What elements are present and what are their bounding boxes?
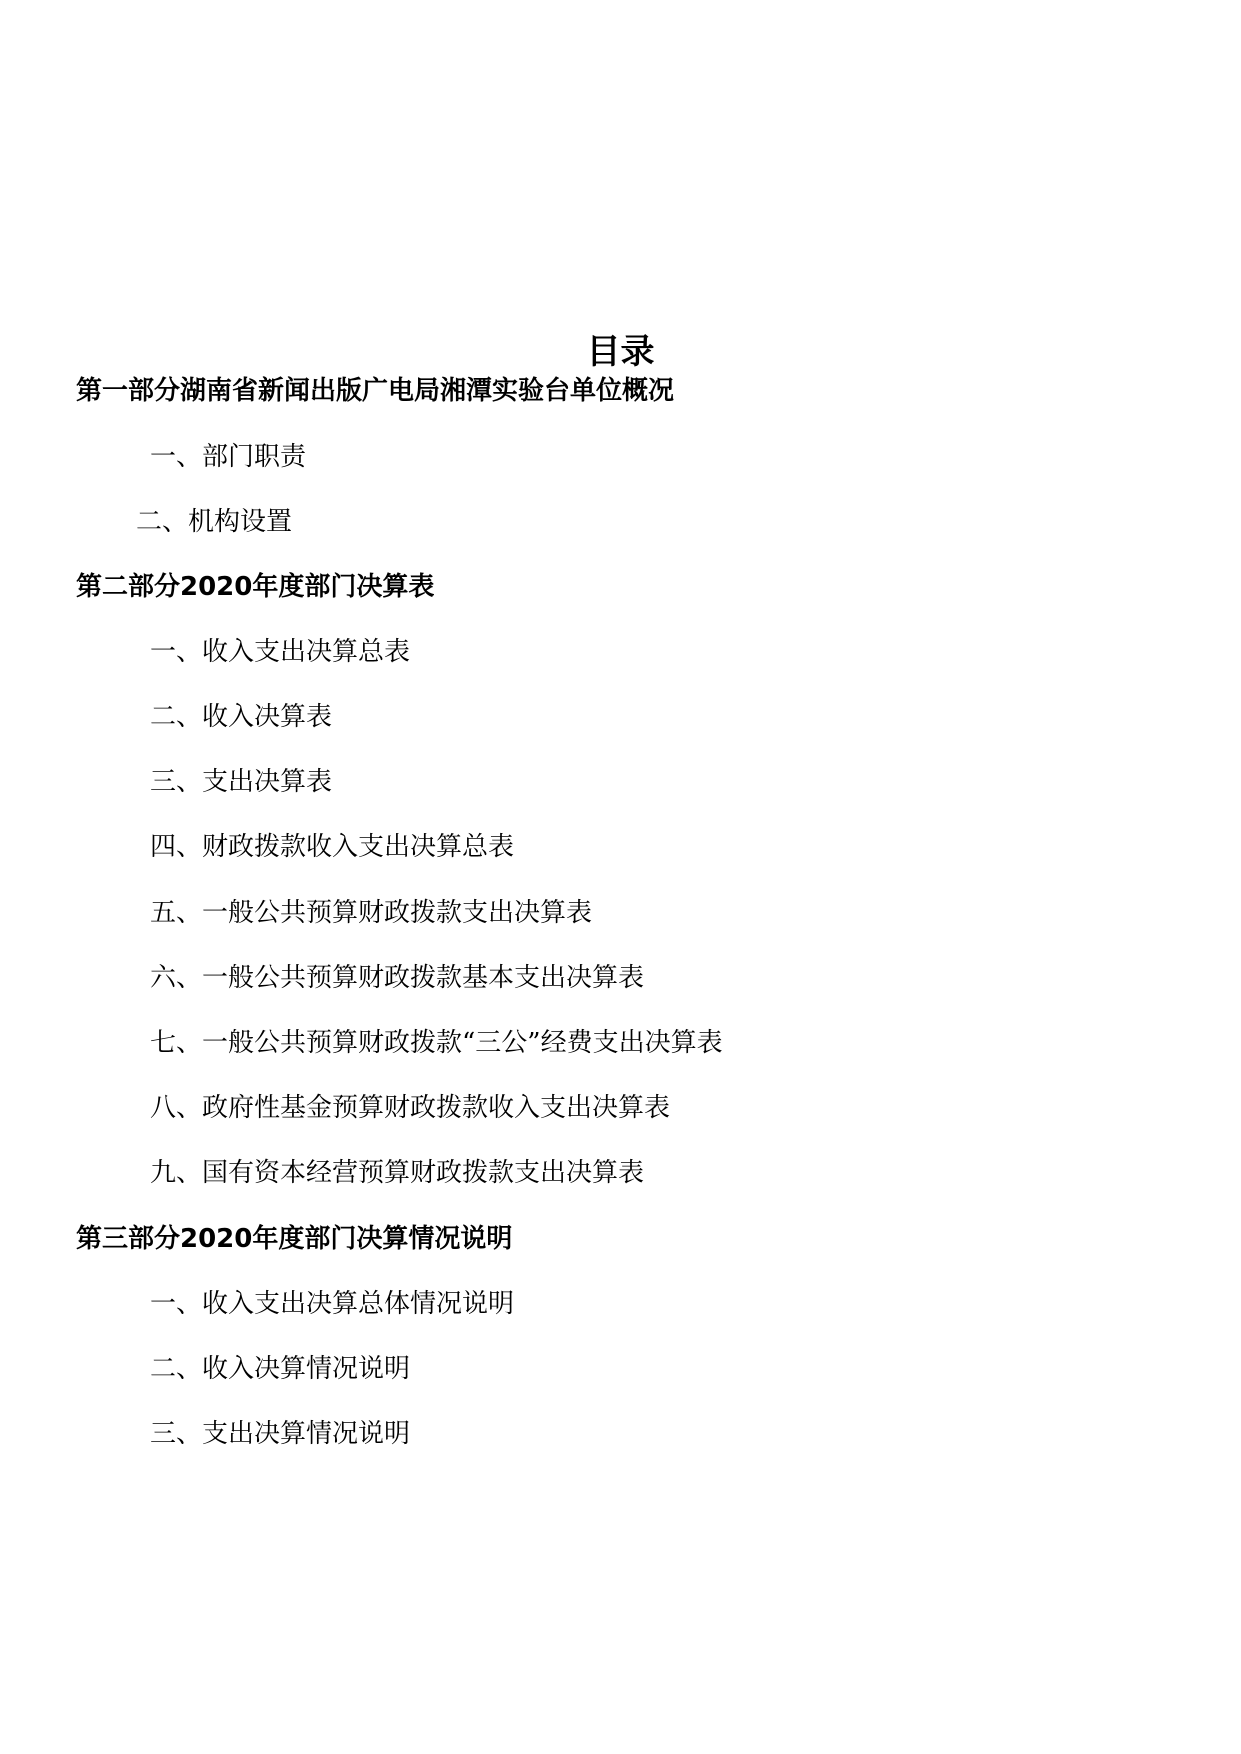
toc-item: 五、一般公共预算财政拨款支出决算表 (150, 898, 593, 928)
toc-item: 二、收入决算情况说明 (150, 1354, 411, 1384)
toc-item: 三、支出决算表 (150, 767, 333, 797)
toc-item: 一、收入支出决算总表 (150, 637, 411, 667)
toc-item: 三、支出决算情况说明 (150, 1419, 411, 1449)
toc-item: 七、一般公共预算财政拨款“三公”经费支出决算表 (150, 1028, 723, 1058)
toc-item: 一、收入支出决算总体情况说明 (150, 1289, 515, 1319)
toc-item: 八、政府性基金预算财政拨款收入支出决算表 (150, 1093, 671, 1123)
section-heading-part1: 第一部分湖南省新闻出版广电局湘潭实验台单位概况 (76, 376, 675, 406)
toc-item: 六、一般公共预算财政拨款基本支出决算表 (150, 963, 645, 993)
toc-item: 二、收入决算表 (150, 702, 333, 732)
toc-item: 二、机构设置 (136, 507, 293, 537)
toc-item: 九、国有资本经营预算财政拨款支出决算表 (150, 1158, 645, 1188)
section-heading-part2: 第二部分2020年度部门决算表 (76, 572, 435, 602)
toc-item: 四、财政拨款收入支出决算总表 (150, 832, 515, 862)
page-title: 目录 (586, 332, 655, 372)
toc-item: 一、部门职责 (150, 442, 307, 472)
section-heading-part3: 第三部分2020年度部门决算情况说明 (76, 1224, 513, 1254)
